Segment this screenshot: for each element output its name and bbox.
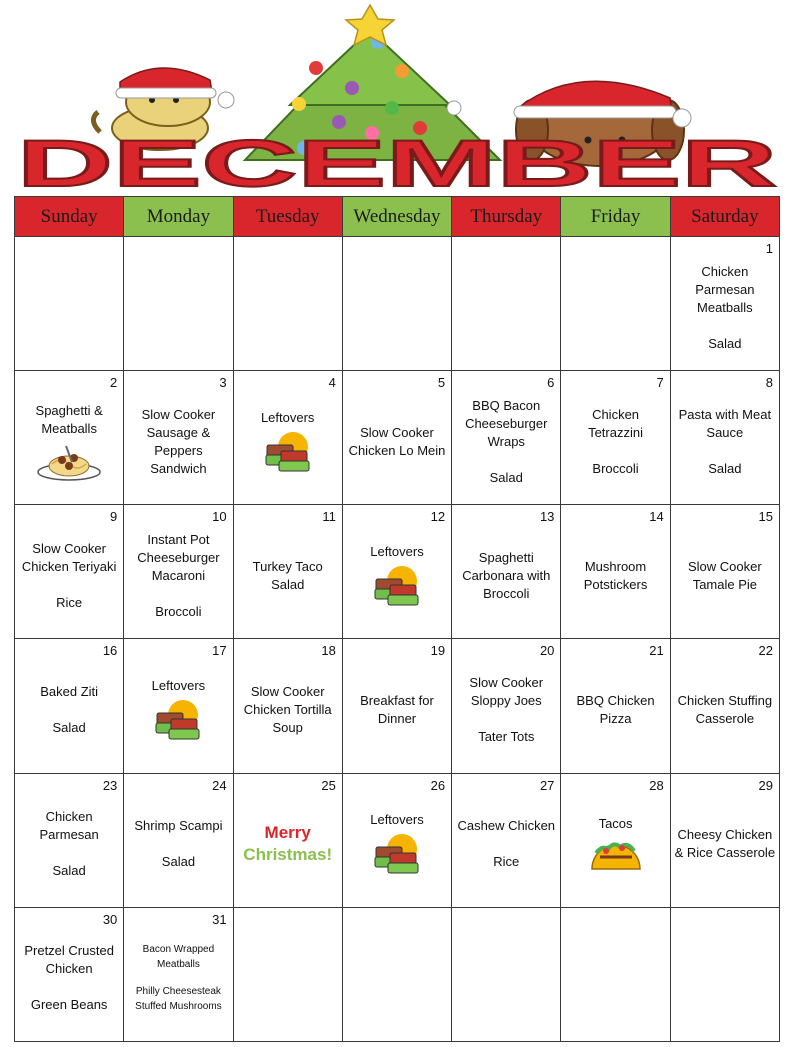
meal-name: Spaghetti & Meatballs [35,402,103,436]
empty-day-cell [452,907,561,1041]
day-number: 24 [212,777,227,793]
leftovers-icon [372,565,422,609]
day-number: 16 [102,643,118,659]
calendar-week-row [15,371,780,505]
day-number: 31 [212,911,227,927]
weekday-header-saturday: Saturday [670,197,779,237]
side-dish: Salad [708,460,742,476]
day-cell [452,639,561,773]
meal-name: Cheesy Chicken & Rice Casserole [674,827,776,861]
weekday-header-wednesday: Wednesday [342,197,451,237]
meal-name: Turkey Taco Salad [252,558,323,592]
weekday-header-thursday: Thursday [452,197,561,237]
meal-name: Mushroom Potstickers [583,558,648,592]
day-cell [15,639,124,773]
day-cell [124,907,233,1041]
meal-name: Chicken Tetrazzini [588,406,643,440]
empty-day-cell [342,237,451,371]
day-content [345,653,449,766]
side-dish: Rice [493,854,520,870]
meal-name: BBQ Bacon Cheeseburger Wraps [465,397,548,449]
leftovers-icon [153,699,203,743]
weekday-header-sunday: Sunday [15,197,124,237]
meal-name: Leftovers [151,678,206,694]
day-number: 5 [437,375,446,391]
day-content [673,519,777,632]
day-cell [15,505,124,639]
meal-name: Spaghetti Carbonara with Broccoli [462,549,551,601]
day-content [563,519,667,632]
side-dish: Broccoli [592,460,639,476]
day-number: 28 [649,777,664,793]
day-cell [561,505,670,639]
day-number: 18 [321,643,336,659]
side-dish: Rice [56,594,83,610]
day-cell [124,505,233,639]
day-content [454,788,558,901]
meal-name: Slow Cooker Tamale Pie [687,558,762,592]
empty-day-cell [561,237,670,371]
day-cell [670,237,779,371]
day-cell [452,371,561,505]
meal-name: Shrimp Scampi [134,818,223,834]
empty-day-cell [670,907,779,1041]
day-cell [670,371,779,505]
day-number: 15 [758,509,773,525]
page-title: DECEMBER [17,126,778,192]
day-content [126,519,230,632]
weekday-header-monday: Monday [124,197,233,237]
day-content [454,519,558,632]
meal-name: Chicken Parmesan [39,809,99,843]
day-number: 7 [656,375,664,391]
meal-name: Philly Cheesesteak Stuffed Mushrooms [135,986,222,1013]
day-number: 12 [430,509,446,525]
taco-icon [588,837,644,873]
day-number: 11 [322,509,336,525]
side-dish: Green Beans [30,997,108,1013]
day-number: 21 [649,643,664,659]
side-dish: Salad [52,863,86,879]
calendar-week-row [15,237,780,371]
meal-name: Instant Pot Cheeseburger Macaroni [137,531,220,583]
day-content [236,788,340,901]
day-number: 25 [321,777,336,793]
day-cell [233,639,342,773]
meal-name: Pasta with Meat Sauce [678,406,772,440]
day-content [126,922,230,1035]
day-content [345,519,449,632]
leftovers-icon [372,833,422,877]
meal-name: Leftovers [370,812,424,828]
day-cell [233,773,342,907]
day-cell [670,639,779,773]
day-content [345,788,449,901]
spaghetti-icon [36,442,102,482]
meal-name: Baked Ziti [40,684,99,700]
day-cell [342,505,451,639]
day-cell [15,773,124,907]
calendar-week-row [15,639,780,773]
day-content [563,653,667,766]
day-number: 6 [547,375,555,391]
day-number: 13 [539,509,555,525]
day-cell [124,773,233,907]
day-content [126,653,230,766]
day-number: 29 [758,777,773,793]
weekday-header-row [15,197,780,237]
meal-name: Slow Cooker Sloppy Joes [469,675,544,709]
empty-day-cell [233,907,342,1041]
day-cell [233,505,342,639]
meal-name: Leftovers [260,409,315,425]
day-content [673,653,777,766]
day-number: 4 [328,375,336,391]
empty-day-cell [452,237,561,371]
empty-day-cell [15,237,124,371]
meal-name: Slow Cooker Chicken Tortilla Soup [243,684,332,736]
meal-name: Chicken Parmesan Meatballs [695,263,755,315]
day-content [17,653,121,766]
day-number: 26 [430,777,446,793]
day-number: 2 [110,375,118,391]
day-content [563,788,667,901]
side-dish: Tater Tots [478,729,535,745]
day-number: 14 [649,509,664,525]
day-cell [233,371,342,505]
meal-name: Chicken Stuffing Casserole [677,693,773,727]
meal-name: Bacon Wrapped Meatballs [142,944,215,971]
meal-name: Breakfast for Dinner [360,693,434,727]
day-content [126,788,230,901]
day-number: 30 [102,911,118,927]
day-cell [342,639,451,773]
day-content [673,385,777,498]
empty-day-cell [561,907,670,1041]
day-cell [452,773,561,907]
day-content [345,385,449,498]
day-cell [561,773,670,907]
day-number: 27 [539,777,555,793]
day-number: 1 [765,241,773,256]
holiday-greeting-christmas: Christmas! [243,845,333,865]
holiday-greeting-merry: Merry [264,823,311,843]
meal-name: Tacos [598,816,633,832]
meal-name: Slow Cooker Chicken Lo Mein [348,424,446,458]
day-content [236,653,340,766]
day-content [17,922,121,1035]
day-number: 3 [219,375,227,391]
day-cell [124,639,233,773]
side-dish: Salad [161,854,196,870]
day-content [563,385,667,498]
day-cell [670,505,779,639]
day-content [17,385,121,498]
day-content [17,519,121,632]
meal-name: Slow Cooker Chicken Teriyaki [21,540,117,574]
day-number: 9 [110,509,118,525]
day-cell [15,371,124,505]
day-content [236,519,340,632]
day-number: 19 [430,643,446,659]
day-content [454,385,558,498]
day-number: 23 [102,777,118,793]
day-number: 20 [539,643,555,659]
header-artwork [0,0,794,192]
day-content [17,788,121,901]
leftovers-icon [263,431,313,475]
day-cell [342,371,451,505]
meal-name: BBQ Chicken Pizza [576,693,655,727]
weekday-header-tuesday: Tuesday [233,197,342,237]
day-number: 8 [765,375,773,391]
day-content [673,788,777,901]
side-dish: Salad [489,469,523,485]
day-cell [15,907,124,1041]
day-content [673,251,777,364]
day-cell [561,371,670,505]
day-content [454,653,558,766]
meal-name: Leftovers [370,543,424,559]
monthly-calendar [14,196,780,1042]
day-cell [561,639,670,773]
side-dish: Broccoli [155,603,202,619]
empty-day-cell [124,237,233,371]
day-number: 10 [212,509,227,525]
day-cell [124,371,233,505]
weekday-header-friday: Friday [561,197,670,237]
day-cell [452,505,561,639]
empty-day-cell [233,237,342,371]
meal-name: Slow Cooker Sausage & Peppers Sandwich [141,406,216,476]
meal-name: Cashew Chicken [457,818,556,834]
empty-day-cell [342,907,451,1041]
calendar-week-row [15,907,780,1041]
side-dish: Salad [52,720,86,736]
day-cell [670,773,779,907]
day-number: 17 [212,643,227,659]
calendar-week-row [15,773,780,907]
day-number: 22 [758,643,773,659]
day-content [126,385,230,498]
meal-name: Pretzel Crusted Chicken [24,943,114,977]
calendar-week-row [15,505,780,639]
side-dish: Salad [708,335,742,351]
day-cell [342,773,451,907]
day-content [236,385,340,498]
